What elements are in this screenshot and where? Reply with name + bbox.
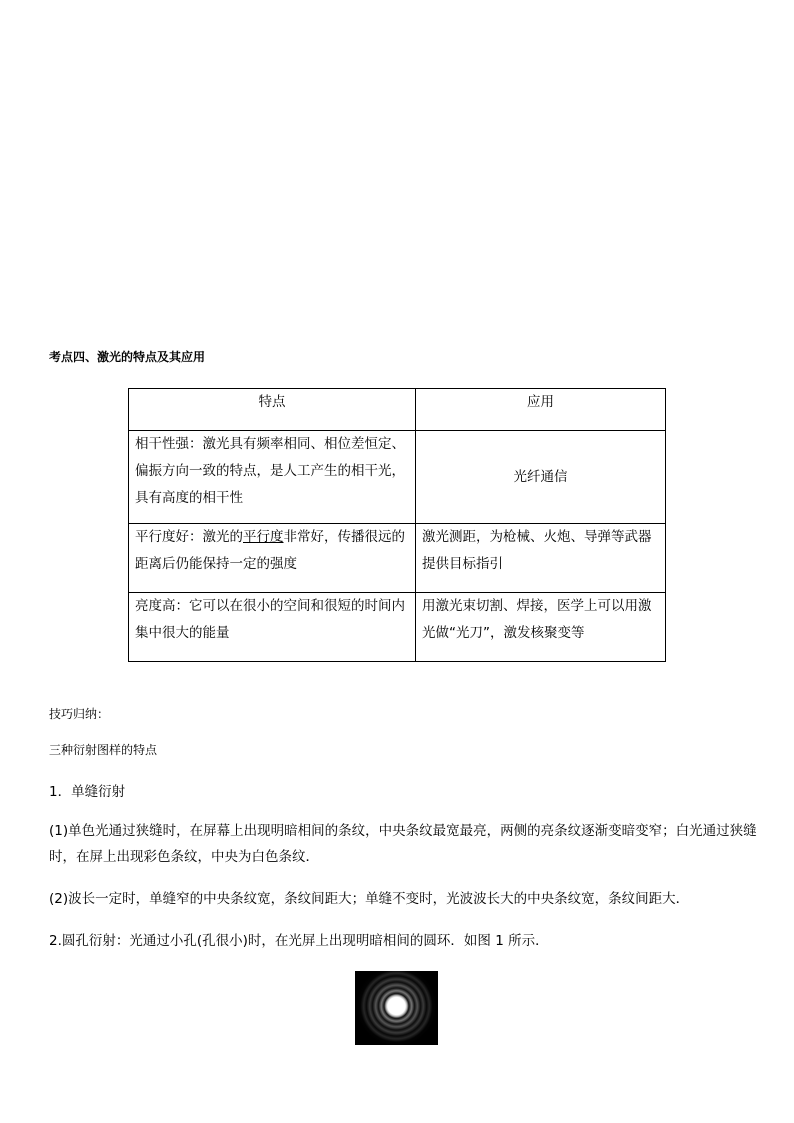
- table-cell-feature: [129, 524, 416, 593]
- table-cell-application: 用激光束切割、焊接，医学上可以用激光做“光刀”，激发核聚变等: [416, 593, 666, 662]
- laser-features-table: [128, 388, 666, 662]
- table-row: [129, 431, 666, 524]
- table-cell-application: 激光测距，为枪械、火炮、导弹等武器提供目标指引: [416, 524, 666, 593]
- feature-text-pre: 平行度好：激光的: [135, 529, 243, 545]
- circular-diffraction-icon: [355, 971, 438, 1045]
- table-cell-feature: 亮度高：它可以在很小的空间和很短的时间内集中很大的能量: [129, 593, 416, 662]
- item1-title: 1．单缝衍射: [49, 784, 126, 800]
- table-row: [129, 524, 666, 593]
- table-cell-application: 光纤通信: [416, 431, 666, 524]
- diffraction-title: 三种衍射图样的特点: [49, 743, 158, 757]
- table-header-row: [129, 389, 666, 431]
- table-cell-feature: 相干性强：激光具有频率相同、相位差恒定、偏振方向一致的特点，是人工产生的相干光，具有高度的相干性: [129, 431, 416, 524]
- section-title: 考点四、激光的特点及其应用: [49, 350, 206, 364]
- item2-paragraph: 2.圆孔衍射：光通过小孔(孔很小)时，在光屏上出现明暗相间的圆环．如图 1 所示．: [49, 933, 549, 949]
- feature-text-underlined: 平行度: [243, 529, 284, 545]
- feature-text-post: 非常好，传播很远的距离后仍能保持一定的强度: [135, 529, 405, 572]
- table-header-application: 应用: [416, 389, 666, 431]
- table-row: [129, 593, 666, 662]
- item1-paragraph-1: (1)单色光通过狭缝时，在屏幕上出现明暗相间的条纹，中央条纹最宽最亮，两侧的亮条纹逐渐变暗变窄；白光通过狭缝时，在屏上出现彩色条纹，中央为白色条纹．: [49, 823, 757, 865]
- item1-paragraph-2: (2)波长一定时，单缝窄的中央条纹宽，条纹间距大；单缝不变时，光波波长大的中央条纹宽，条纹间距大．: [49, 891, 690, 907]
- circular-diffraction-figure: [355, 971, 438, 1045]
- tips-label: 技巧归纳：: [49, 707, 110, 721]
- table-header-feature: 特点: [129, 389, 416, 431]
